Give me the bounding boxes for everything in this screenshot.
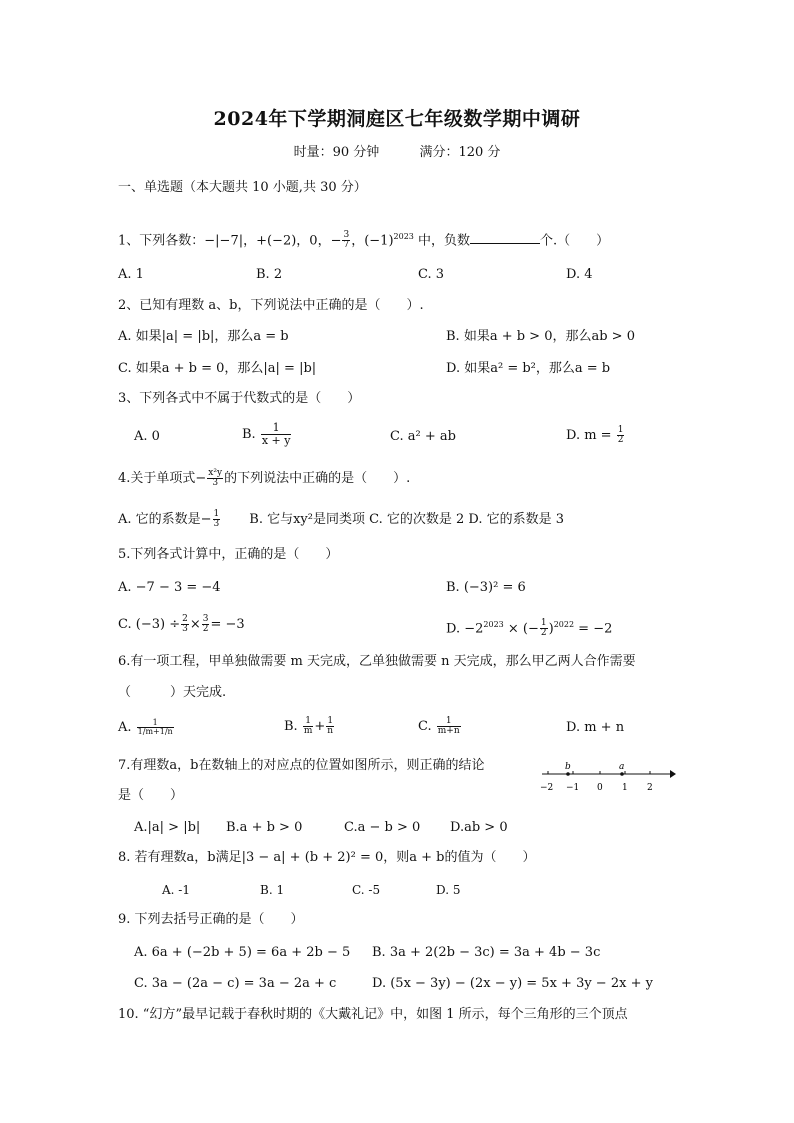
question-2: 2、已知有理数 a、b，下列说法中正确的是（ ）. (118, 298, 424, 313)
question-10: 10. “幻方”最早记载于春秋时期的《大戴礼记》中，如图 1 所示，每个三角形的三个顶点 (118, 1007, 628, 1022)
q2-option-d: D. 如果a² = b²，那么a = b (446, 361, 611, 376)
q7-option-b: B.a + b > 0 (226, 820, 303, 835)
question-7-line2: 是（ ） (118, 788, 184, 803)
q8-option-d: D. 5 (436, 883, 461, 897)
q9-option-b: B. 3a + 2(2b − 3c) = 3a + 4b − 3c (372, 945, 601, 960)
q3-option-b: B. $\frac{1}{x + y}$ (242, 421, 291, 447)
answer-blank (470, 231, 540, 244)
axis-label: 2 (647, 783, 653, 793)
axis-label: 1 (622, 783, 628, 793)
section-heading: 一、单选题（本大题共 10 小题,共 30 分） (118, 180, 367, 195)
q1-option-a: A. 1 (118, 267, 144, 282)
question-6-line2: （ ）天完成. (118, 685, 227, 700)
page-title: 2024年下学期洞庭区七年级数学期中调研 (213, 108, 581, 130)
arrow-icon (670, 770, 676, 778)
q1-option-b: B. 2 (256, 267, 283, 282)
question-5: 5.下列各式计算中，正确的是（ ） (118, 547, 339, 562)
question-3: 3、下列各式中不属于代数式的是（ ） (118, 391, 361, 406)
axis-label: −1 (566, 783, 580, 793)
axis-label: −2 (540, 783, 554, 793)
time-limit: 时量：90 分钟 (293, 145, 380, 160)
q8-option-a: A. -1 (162, 883, 190, 897)
q6-option-a: A. $\frac{1}{1/m+1/n}$ (118, 718, 173, 736)
q5-option-b: B. (−3)² = 6 (446, 580, 526, 595)
point-b-label: b (565, 762, 571, 772)
q7-option-c: C.a − b > 0 (344, 820, 421, 835)
q5-option-c: C. (−3) ÷ $\frac{2}{3}$ × $\frac{3}{2}$ = −3 (118, 614, 245, 634)
q6-option-b: B. $\frac{1}{m}$ + $\frac{1}{n}$ (284, 716, 334, 736)
q2-option-c: C. 如果a + b = 0，那么|a| = |b| (118, 361, 317, 376)
q9-option-a: A. 6a + (−2b + 5) = 6a + 2b − 5 (134, 945, 351, 960)
axis-label: 0 (597, 783, 603, 793)
question-8: 8. 若有理数a，b满足|3 − a| + (b + 2)² = 0，则a + b的值为（ ） (118, 850, 536, 865)
number-line-figure (538, 760, 678, 800)
point-a-dot (620, 772, 624, 776)
question-7-line1: 7.有理数a，b在数轴上的对应点的位置如图所示，则正确的结论 (118, 758, 485, 773)
q8-option-c: C. -5 (352, 883, 381, 897)
q2-option-a: A. 如果|a| = |b|，那么a = b (118, 329, 289, 344)
full-score: 满分：120 分 (419, 145, 501, 160)
q3-option-d: D. m = $\frac{1}{2}$ (566, 425, 624, 445)
q6-option-c: C. $\frac{1}{m+n}$ (418, 716, 460, 736)
q7-option-a: A.|a| > |b| (134, 820, 201, 835)
q8-option-b: B. 1 (260, 883, 285, 897)
point-b-dot (566, 772, 570, 776)
question-4: 4.关于单项式− $\frac{\text{x²y}}{3}$ 的下列说法中正确的是（ ）. (118, 468, 411, 488)
question-1: 1、下列各数：−|−7|，+(−2)，0，− $\frac{3}{7}$ ，$(-1)^{2023}$ 中，负数 个.（ ） (118, 230, 610, 251)
q3-option-c: C. a² + ab (390, 429, 456, 444)
q2-option-b: B. 如果a + b > 0，那么ab > 0 (446, 329, 635, 344)
q7-option-d: D.ab > 0 (450, 820, 508, 835)
q5-option-d: D. $-2^{2023}$ × (− $\frac{1}{2}$ )$^{2022}$ = −2 (446, 618, 613, 639)
q9-option-d: D. (5x − 3y) − (2x − y) = 5x + 3y − 2x + y (372, 976, 653, 991)
q1-option-d: D. 4 (566, 267, 593, 282)
exam-info (0, 141, 794, 160)
point-a-label: a (619, 762, 625, 772)
q6-option-d: D. m + n (566, 720, 625, 735)
q4-options: A. 它的系数是− $\frac{1}{3}$ B. 它与xy²是同类项 C. 它的次数是 2 D. 它的系数是 3 (118, 509, 565, 529)
q5-option-a: A. −7 − 3 = −4 (118, 580, 221, 595)
question-9: 9. 下列去括号正确的是（ ） (118, 912, 304, 927)
question-6-line1: 6.有一项工程，甲单独做需要 m 天完成，乙单独做需要 n 天完成，那么甲乙两人合作需要 (118, 654, 636, 669)
q1-option-c: C. 3 (418, 267, 445, 282)
q9-option-c: C. 3a − (2a − c) = 3a − 2a + c (134, 976, 337, 991)
q3-option-a: A. 0 (134, 429, 160, 444)
